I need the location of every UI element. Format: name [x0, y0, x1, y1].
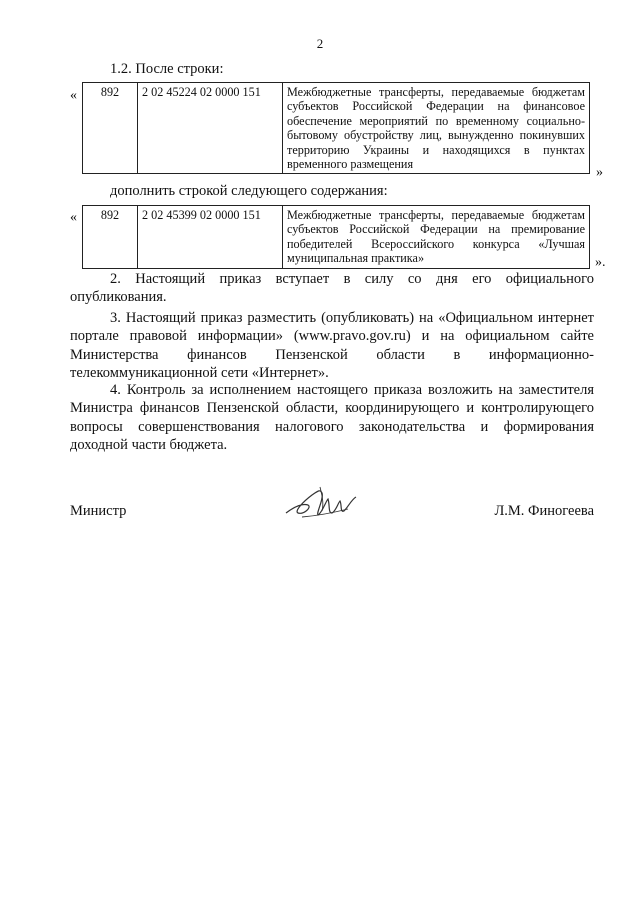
close-quote-2: ». — [595, 255, 606, 270]
paragraph-3: 3. Настоящий приказ разместить (опубликовать) на «Официальном интернет портале правовой информации» (www.pravo.gov.ru) и на официальном сайте Министерства финансов Пензенской области в информационно-телекоммуникационной сети «Интернет». — [70, 310, 594, 381]
paragraph-2: 2. Настоящий приказ вступает в силу со дня его официального опубликования. — [70, 271, 594, 306]
open-quote-2: « — [70, 210, 77, 225]
signatory-name: Л.М. Финогеева — [494, 503, 594, 519]
paragraph-4: 4. Контроль за исполнением настоящего приказа возложить на заместителя Министра финансов Пензенской области, координирующего и контролирующего вопросы совершенствования налогового законодательства и формирования доходной части бюджета. — [70, 382, 594, 453]
new-row-table — [82, 205, 590, 269]
description-cell: Межбюджетные трансферты, передаваемые бюджетам субъектов Российской Федерации на премирование победителей Всероссийского конкурса «Лучшая муниципальная практика» — [283, 206, 590, 269]
close-quote-1: » — [596, 165, 603, 180]
table-row — [83, 83, 590, 174]
section-1-2-lead: 1.2. После строки: — [110, 61, 224, 77]
admin-code-cell: 892 — [83, 206, 138, 269]
table-row — [83, 206, 590, 269]
admin-code-cell: 892 — [83, 83, 138, 174]
kbk-code-cell: 2 02 45224 02 0000 151 — [138, 83, 283, 174]
page-number: 2 — [316, 36, 324, 51]
handwritten-signature — [282, 483, 362, 525]
kbk-code-cell: 2 02 45399 02 0000 151 — [138, 206, 283, 269]
open-quote-1: « — [70, 88, 77, 103]
existing-row-table — [82, 82, 590, 174]
signatory-title: Министр — [70, 503, 127, 519]
addition-lead: дополнить строкой следующего содержания: — [110, 183, 388, 199]
description-cell: Межбюджетные трансферты, передаваемые бюджетам субъектов Российской Федерации на финансовое обеспечение мероприятий по временному социально-бытовому обустройству лиц, вынужденно покинувших территорию Украины и находящихся в пунктах временного размещения — [283, 83, 590, 174]
